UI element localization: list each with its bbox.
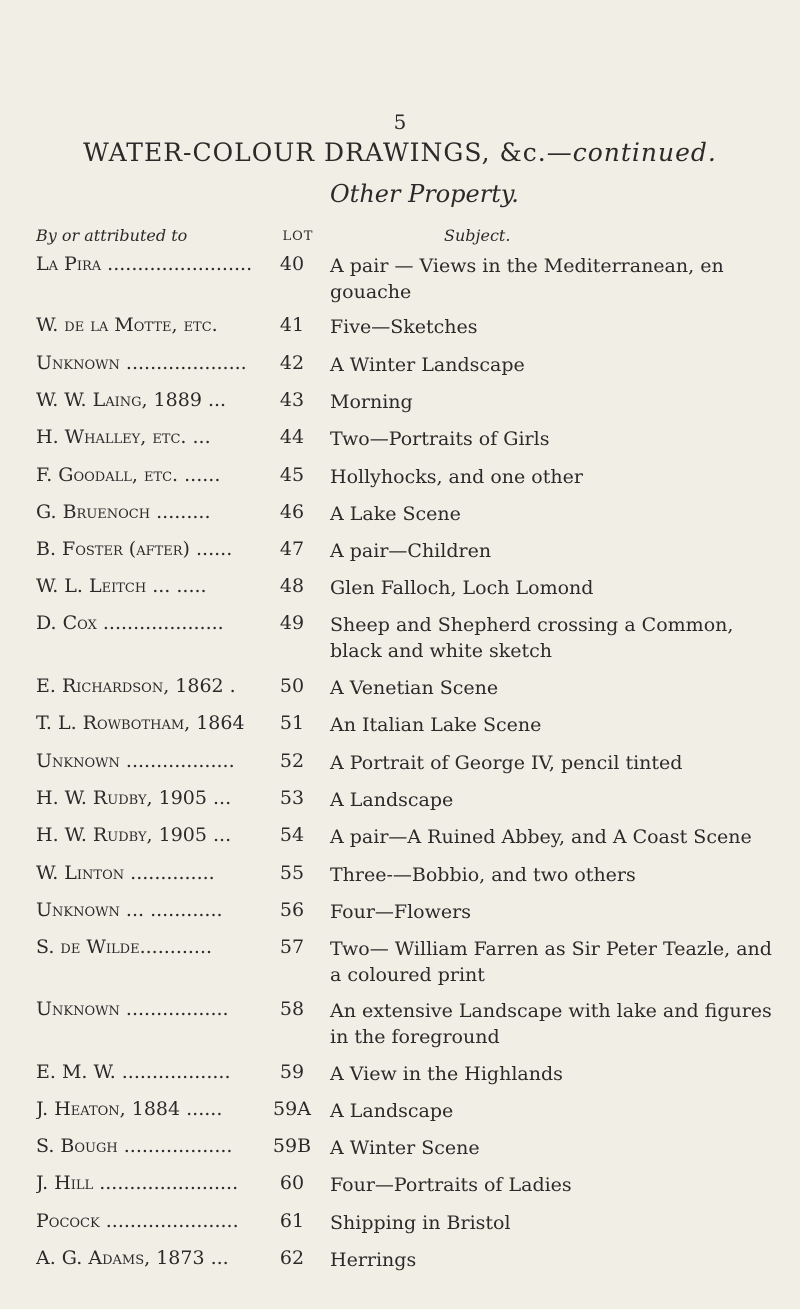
section-subheading: Other Property. (330, 180, 519, 208)
lot-number: 53 (279, 787, 305, 809)
artist-name: F. Goodall, etc. ...... (36, 464, 221, 486)
artist-name: B. Foster (after) ...... (36, 538, 233, 560)
lot-number: 42 (279, 352, 305, 374)
lot-subject: Herrings (330, 1249, 417, 1271)
lot-number: 49 (279, 612, 305, 634)
artist-name: E. M. W. .................. (36, 1061, 231, 1083)
lot-subject: A pair—A Ruined Abbey, and A Coast Scene (330, 826, 752, 848)
lot-subject: A pair—Children (330, 540, 492, 562)
lot-number: 56 (279, 899, 305, 921)
artist-name: Unknown ................. (36, 998, 229, 1020)
lot-number: 55 (279, 862, 305, 884)
lot-number: 61 (279, 1210, 305, 1232)
lot-row (0, 998, 800, 1058)
lot-number: 46 (279, 501, 305, 523)
lot-row (0, 253, 800, 313)
artist-name: J. Hill ....................... (36, 1172, 239, 1194)
lot-subject: A Lake Scene (330, 503, 461, 525)
artist-name: Unknown .................. (36, 750, 235, 772)
lot-subject: A Winter Landscape (330, 354, 525, 376)
lot-number: 51 (279, 712, 305, 734)
lot-subject: Four—Portraits of Ladies (330, 1174, 572, 1196)
lot-number: 59A (273, 1098, 311, 1120)
lot-row (0, 612, 800, 672)
heading-main: WATER-COLOUR DRAWINGS, &c. (83, 138, 547, 167)
artist-name: J. Heaton, 1884 ...... (36, 1098, 223, 1120)
column-header-artist: By or attributed to (36, 226, 188, 245)
artist-name: H. W. Rudby, 1905 ... (36, 824, 232, 846)
lot-number: 41 (279, 314, 305, 336)
lot-subject: Sheep and Shepherd crossing a Common, black and white sketch (330, 614, 734, 662)
artist-name: H. W. Rudby, 1905 ... (36, 787, 232, 809)
artist-name: La Pira ........................ (36, 253, 253, 275)
lot-number: 40 (279, 253, 305, 275)
lot-number: 59 (279, 1061, 305, 1083)
lot-number: 57 (279, 936, 305, 958)
lot-row (0, 936, 800, 996)
lot-subject: Glen Falloch, Loch Lomond (330, 577, 594, 599)
lot-subject: A Venetian Scene (330, 677, 499, 699)
lot-number: 44 (279, 426, 305, 448)
lot-subject: Two—Portraits of Girls (330, 428, 550, 450)
lot-number: 47 (279, 538, 305, 560)
page-number: 5 (393, 110, 407, 134)
lot-subject: A Landscape (330, 789, 454, 811)
column-header-lot: LOT (282, 229, 314, 244)
artist-name: Unknown .................... (36, 352, 247, 374)
lot-number: 48 (279, 575, 305, 597)
lot-number: 62 (279, 1247, 305, 1269)
artist-name: W. L. Leitch ... ..... (36, 575, 207, 597)
artist-name: W. W. Laing, 1889 ... (36, 389, 227, 411)
lot-number: 59B (272, 1135, 312, 1157)
artist-name: D. Cox .................... (36, 612, 224, 634)
lot-subject: A Winter Scene (330, 1137, 480, 1159)
lot-subject: A Landscape (330, 1100, 454, 1122)
artist-name: Pocock ...................... (36, 1210, 239, 1232)
column-header-subject: Subject. (444, 226, 511, 245)
lot-subject: A Portrait of George IV, pencil tinted (330, 752, 683, 774)
artist-name: G. Bruenoch ......... (36, 501, 211, 523)
lot-subject: Five—Sketches (330, 316, 478, 338)
heading-continued: —continued. (546, 138, 717, 167)
lot-subject: Three-—Bobbio, and two others (330, 864, 636, 886)
artist-name: S. de Wilde............ (36, 936, 213, 958)
artist-name: W. Linton .............. (36, 862, 215, 884)
lot-number: 52 (279, 750, 305, 772)
artist-name: E. Richardson, 1862 . (36, 675, 236, 697)
lot-subject: A View in the Highlands (330, 1063, 563, 1085)
artist-name: H. Whalley, etc. ... (36, 426, 211, 448)
lot-number: 60 (279, 1172, 305, 1194)
page-heading (0, 138, 800, 167)
lot-subject: An extensive Landscape with lake and figures in the foreground (330, 1000, 772, 1048)
artist-name: W. de la Motte, etc. (36, 314, 218, 336)
lot-subject: Hollyhocks, and one other (330, 466, 583, 488)
lot-subject: Four—Flowers (330, 901, 471, 923)
lot-subject: An Italian Lake Scene (330, 714, 542, 736)
lot-number: 43 (279, 389, 305, 411)
artist-name: A. G. Adams, 1873 ... (36, 1247, 229, 1269)
lot-number: 54 (279, 824, 305, 846)
lot-number: 50 (279, 675, 305, 697)
lot-subject: A pair — Views in the Mediterranean, en gouache (330, 255, 724, 303)
lot-subject: Two— William Farren as Sir Peter Teazle, and a coloured print (330, 938, 772, 986)
artist-name: T. L. Rowbotham, 1864 (36, 712, 245, 734)
lot-number: 45 (279, 464, 305, 486)
lot-row (0, 1247, 800, 1307)
lot-subject: Morning (330, 391, 413, 413)
artist-name: Unknown ... ............ (36, 899, 223, 921)
lot-number: 58 (279, 998, 305, 1020)
artist-name: S. Bough .................. (36, 1135, 233, 1157)
lot-subject: Shipping in Bristol (330, 1212, 511, 1234)
